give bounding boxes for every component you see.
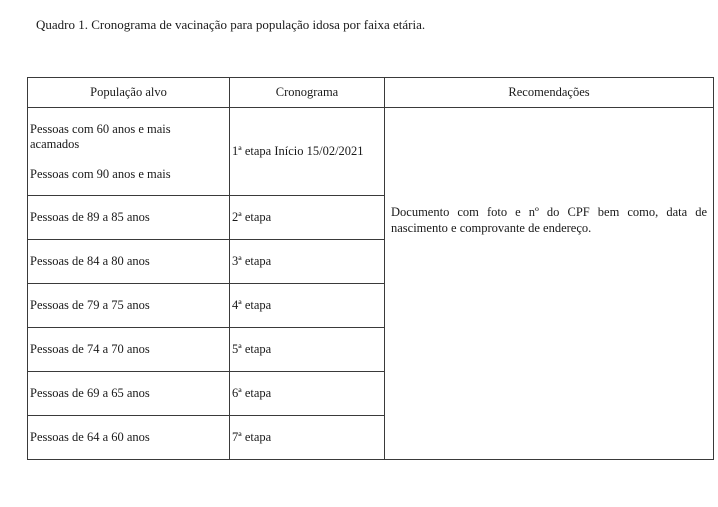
table-header-row — [28, 78, 714, 108]
schedule-cell: 6ª etapa — [230, 372, 385, 416]
table-caption: Quadro 1. Cronograma de vacinação para população idosa por faixa etária. — [36, 17, 426, 32]
header-population: População alvo — [28, 78, 230, 108]
population-cell: Pessoas de 84 a 80 anos — [28, 240, 230, 284]
table-row — [28, 108, 714, 196]
header-schedule: Cronograma — [230, 78, 385, 108]
recommendation-cell: Documento com foto e nº do CPF bem como, data de nascimento e comprovante de endereço. — [385, 108, 714, 460]
population-cell — [28, 108, 230, 196]
population-cell: Pessoas de 69 a 65 anos — [28, 372, 230, 416]
vaccination-schedule-table — [27, 77, 714, 460]
population-cell: Pessoas de 89 a 85 anos — [28, 196, 230, 240]
population-line: Pessoas com 60 anos e mais — [30, 121, 171, 136]
population-cell: Pessoas de 64 a 60 anos — [28, 416, 230, 460]
population-cell: Pessoas de 79 a 75 anos — [28, 284, 230, 328]
schedule-cell: 7ª etapa — [230, 416, 385, 460]
schedule-cell: 2ª etapa — [230, 196, 385, 240]
schedule-cell: 4ª etapa — [230, 284, 385, 328]
population-cell: Pessoas de 74 a 70 anos — [28, 328, 230, 372]
population-line: acamados — [30, 136, 80, 151]
schedule-cell: 1ª etapa Início 15/02/2021 — [230, 108, 385, 196]
schedule-cell: 5ª etapa — [230, 328, 385, 372]
header-recommendations: Recomendações — [385, 78, 714, 108]
schedule-cell: 3ª etapa — [230, 240, 385, 284]
population-line: Pessoas com 90 anos e mais — [30, 166, 171, 181]
